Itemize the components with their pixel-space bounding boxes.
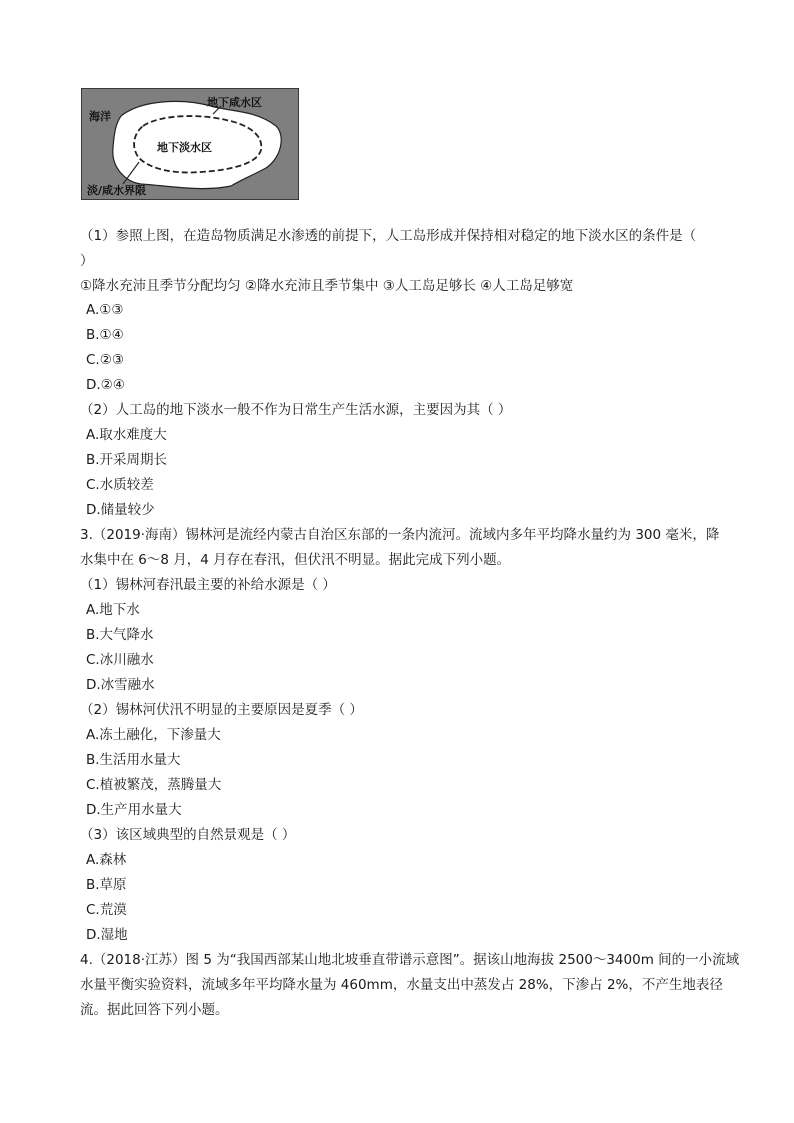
- q2-1-stem-cont: ）: [80, 253, 94, 269]
- ocean-label: 海洋: [89, 110, 111, 123]
- option[interactable]: B.①④: [86, 327, 124, 343]
- boundary-label: 淡/咸水界限: [87, 184, 147, 197]
- option[interactable]: B.生活用水量大: [86, 752, 181, 768]
- option[interactable]: C.冰川融水: [86, 652, 154, 668]
- q3-intro-cont: 水集中在 6～8 月，4 月存在春汛，但伏汛不明显。据此完成下列小题。: [80, 552, 511, 568]
- option[interactable]: A.地下水: [86, 602, 140, 618]
- q3-3-stem: （3）该区域典型的自然景观是（ ）: [80, 827, 296, 843]
- option[interactable]: A.森林: [86, 852, 127, 868]
- option[interactable]: D.储量较少: [86, 502, 155, 518]
- option[interactable]: A.取水难度大: [86, 427, 167, 443]
- option[interactable]: D.②④: [86, 377, 125, 393]
- option[interactable]: B.草原: [86, 877, 127, 893]
- option[interactable]: A.冻土融化，下渗量大: [86, 727, 221, 743]
- q2-1-stem: （1）参照上图，在造岛物质满足水渗透的前提下，人工岛形成并保持相对稳定的地下淡水区的条件是（: [80, 228, 697, 244]
- q2-2-stem: （2）人工岛的地下淡水一般不作为日常生产生活水源，主要因为其（ ）: [80, 402, 512, 418]
- q4-intro-cont: 水量平衡实验资料，流域多年平均降水量为 460mm，水量支出中蒸发占 28%，下渗占 2%，不产生地表径: [80, 977, 723, 993]
- option[interactable]: D.生产用水量大: [86, 802, 182, 818]
- q3-intro: 3.（2019·海南）锡林河是流经内蒙古自治区东部的一条内流河。流域内多年平均降水量约为 300 毫米，降: [80, 527, 720, 543]
- q4-intro-cont: 流。据此回答下列小题。: [80, 1002, 229, 1018]
- option[interactable]: C.荒漠: [86, 902, 127, 918]
- option[interactable]: A.①③: [86, 302, 124, 318]
- option[interactable]: D.湿地: [86, 927, 128, 943]
- q4-intro: 4.（2018·江苏）图 5 为“我国西部某山地北坡垂直带谱示意图”。据该山地海拔 2500～3400m 间的一小流域: [80, 952, 740, 968]
- option[interactable]: C.②③: [86, 352, 124, 368]
- option[interactable]: C.植被繁茂，蒸腾量大: [86, 777, 222, 793]
- q2-1-conditions: ①降水充沛且季节分配均匀 ②降水充沛且季节集中 ③人工岛足够长 ④人工岛足够宽: [80, 278, 574, 294]
- q3-1-stem: （1）锡林河春汛最主要的补给水源是（ ）: [80, 577, 336, 593]
- option[interactable]: C.水质较差: [86, 477, 154, 493]
- q3-2-stem: （2）锡林河伏汛不明显的主要原因是夏季（ ）: [80, 702, 363, 718]
- artificial-island-diagram: [81, 88, 299, 200]
- option[interactable]: D.冰雪融水: [86, 677, 155, 693]
- option[interactable]: B.开采周期长: [86, 452, 168, 468]
- freshwater-label: 地下淡水区: [157, 141, 212, 154]
- saltwater-label: 地下咸水区: [207, 96, 262, 109]
- option[interactable]: B.大气降水: [86, 627, 154, 643]
